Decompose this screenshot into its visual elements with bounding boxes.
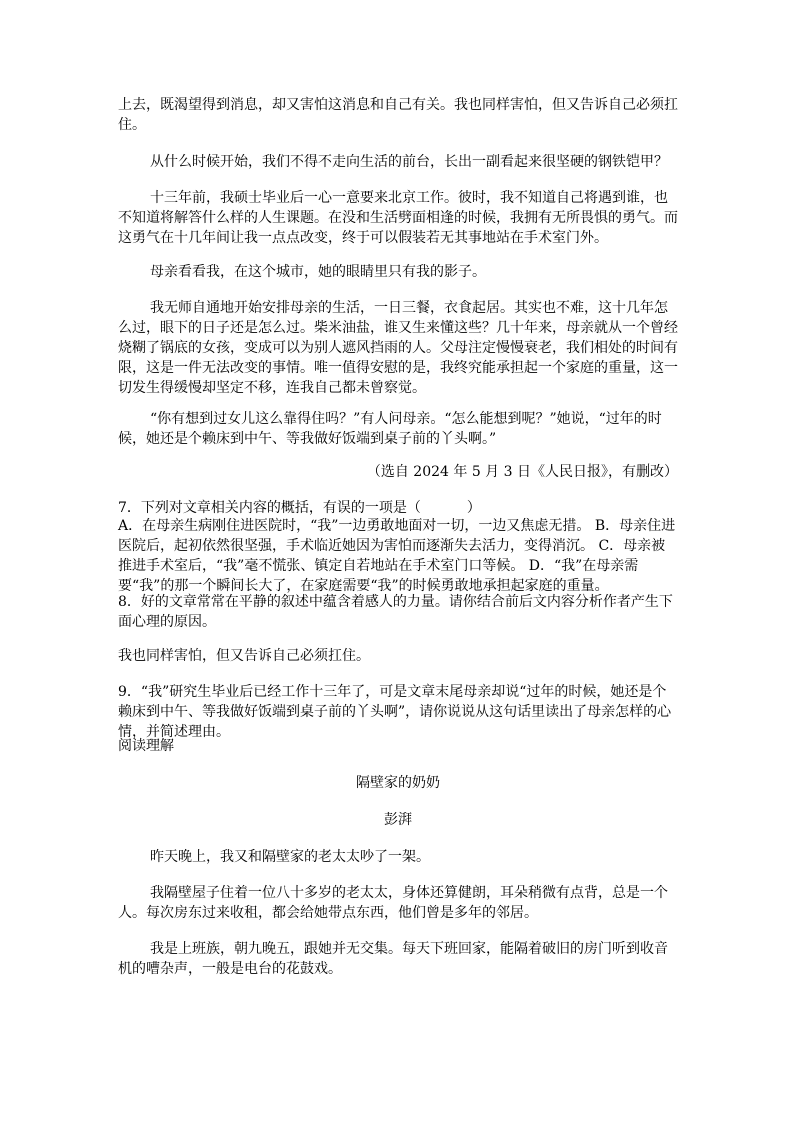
question-9: 9．“我”研究生毕业后已经工作十三年了，可是文章末尾母亲却说“过年的时候，她还是个赖床到中午、等我做好饭端到桌子前的丫头啊”，请你说说从这句话里读出了母亲怎样的心情，并简述理由。: [118, 684, 672, 740]
question-8-quote: 我也同样害怕，但又告诉自己必须扛住。: [118, 648, 370, 664]
article2-paragraph-1: 昨天晚上，我又和隔壁家的老太太吵了一架。: [150, 849, 430, 865]
article-title: 隔壁家的奶奶: [356, 775, 440, 791]
question-7-options: A．在母亲生病刚住进医院时，“我”一边勇敢地面对一切，一边又焦虑无措。 B．母亲住进医院后，起初依然很坚强，手术临近她因为害怕而逐渐失去活力，变得消沉。 C．母亲被推进手术室后，“我”毫不慌张、镇定自若地站在手术室门口等候。 D．“我”在母亲需要“我”的那一个瞬间长大了，在家庭需要“我”的时候勇敢地承担起家庭的重量。: [118, 518, 676, 594]
article-source: （选自 2024 年 5 月 3 日《人民日报》，有删改）: [366, 464, 678, 480]
paragraph-dialogue: “你有想到过女儿这么靠得住吗？”有人问母亲。“怎么能想到呢？”她说，“过年的时候，她还是个赖床到中午、等我做好饭端到桌子前的丫头啊。”: [118, 411, 662, 447]
article2-paragraph-3: 我是上班族，朝九晚五，跟她并无交集。每天下班回家，能隔着破旧的房门听到收音机的嘈杂声，一般是电台的花鼓戏。: [118, 941, 668, 977]
paragraph-question: 从什么时候开始，我们不得不走向生活的前台，长出一副看起来很坚硬的钢铁铠甲？: [150, 154, 668, 170]
question-7-stem-text: 7．下列对文章相关内容的概括，有误的一项是（: [118, 500, 421, 516]
paragraph-continuation: 上去，既渴望得到消息，却又害怕这消息和自己有关。我也同样害怕，但又告诉自己必须扛住。: [118, 97, 678, 133]
paragraph-self-taught: 我无师自通地开始安排母亲的生活，一日三餐，衣食起居。其实也不难，这十几年怎么过，眼下的日子还是怎么过。柴米油盐，谁又生来懂这些？几十年来，母亲就从一个曾经烧糊了锅底的女孩，变成可以为别人遮风挡雨的人。父母注定慢慢衰老，我们相处的时间有限，这是一件无法改变的事情。唯一值得安慰的是，我终究能承担起一个家庭的重量，这一切发生得缓慢却坚定不移，连我自己都未曾察觉。: [118, 300, 678, 396]
article2-paragraph-2: 我隔壁屋子住着一位八十多岁的老太太，身体还算健朗，耳朵稍微有点背，总是一个人。每次房东过来收租，都会给她带点东西，他们曾是多年的邻居。: [118, 885, 668, 921]
article-author: 彭湃: [384, 812, 412, 828]
paragraph-thirteen-years: 十三年前，我硕士毕业后一心一意要来北京工作。彼时，我不知道自己将遇到谁，也不知道将解答什么样的人生课题。在没和生活劈面相逢的时候，我拥有无所畏惧的勇气。而这勇气在十几年间让我一点点改变，终于可以假装若无其事地站在手术室门外。: [118, 190, 678, 246]
question-7-stem-close: ）: [466, 500, 481, 516]
question-8: 8．好的文章常常在平静的叙述中蕴含着感人的力量。请你结合前后文内容分析作者产生下面心理的原因。: [118, 594, 673, 630]
section-label: 阅读理解: [118, 738, 174, 754]
question-7-stem: [118, 498, 678, 518]
paragraph-mother-looks: 母亲看看我，在这个城市，她的眼睛里只有我的影子。: [150, 264, 486, 280]
